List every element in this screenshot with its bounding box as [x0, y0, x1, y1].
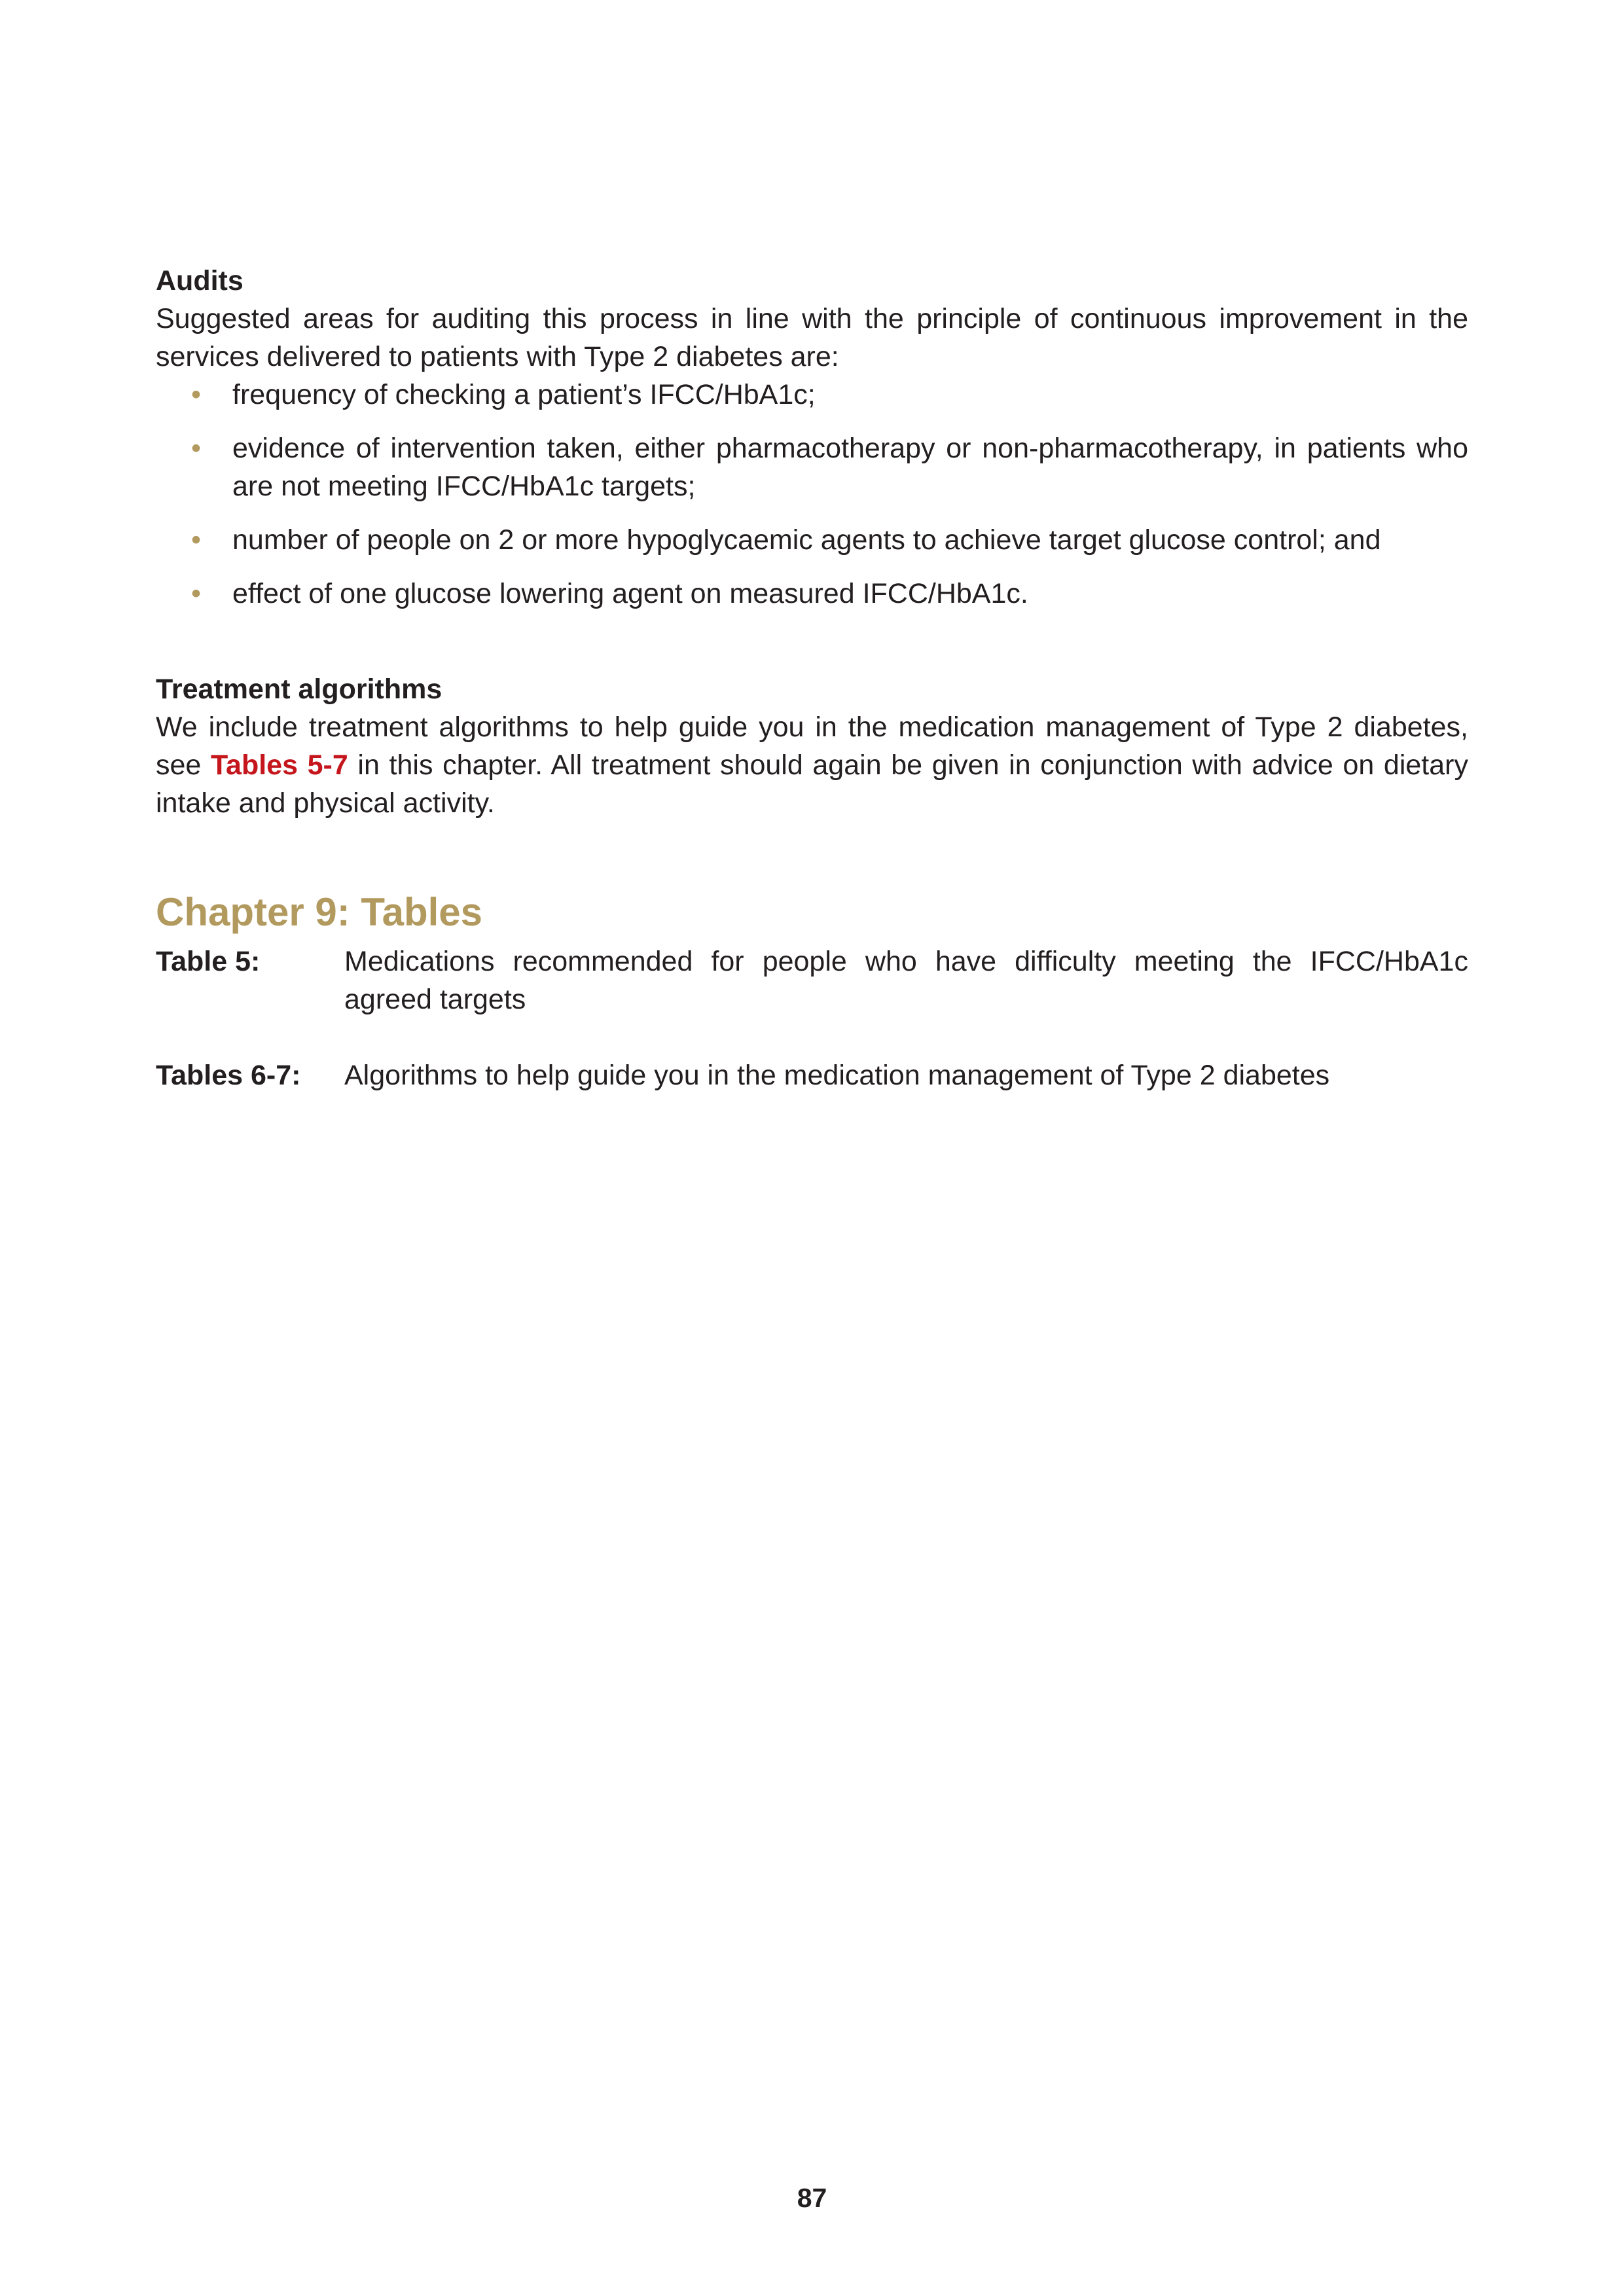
audits-section — [156, 262, 1468, 613]
list-item-text: evidence of intervention taken, either pharmacotherapy or non-pharmacotherapy, in patients who are not meeting IFCC/HbA1c targets; — [232, 433, 1468, 502]
list-item-text: frequency of checking a patient’s IFCC/HbA1c; — [232, 379, 816, 410]
treatment-paragraph — [156, 708, 1468, 822]
table-entry — [156, 1056, 1468, 1094]
list-item-text: effect of one glucose lowering agent on measured IFCC/HbA1c. — [232, 578, 1028, 609]
table-entry-label: Table 5: — [156, 946, 261, 977]
audits-list — [156, 376, 1468, 613]
table-entry-description: Algorithms to help guide you in the medication management of Type 2 diabetes — [344, 1060, 1330, 1091]
treatment-section — [156, 670, 1468, 822]
treatment-text-before: We include treatment algorithms to help guide you in the medication management of Type 2 diabetes, see — [156, 711, 1468, 781]
table-entry-label: Tables 6-7: — [156, 1060, 301, 1091]
audits-heading: Audits — [156, 265, 244, 296]
table-entry-description: Medications recommended for people who have difficulty meeting the IFCC/HbA1c agreed targets — [344, 946, 1468, 1015]
bullet-icon: • — [191, 379, 202, 410]
audits-intro: Suggested areas for auditing this process in line with the principle of continuous improvement in the services delivered to patients with Type 2 diabetes are: — [156, 303, 1468, 372]
list-item — [156, 575, 1468, 613]
list-item — [156, 429, 1468, 505]
list-item — [156, 376, 1468, 414]
chapter-heading: Chapter 9: Tables — [156, 890, 483, 934]
tables-reference-link[interactable]: Tables 5-7 — [210, 749, 348, 781]
bullet-icon: • — [191, 578, 202, 609]
treatment-text-after: in this chapter. All treatment should again be given in conjunction with advice on dietary intake and physical activity. — [156, 749, 1468, 819]
bullet-icon: • — [191, 524, 202, 556]
list-item-text: number of people on 2 or more hypoglycaemic agents to achieve target glucose control; and — [232, 524, 1381, 556]
treatment-heading: Treatment algorithms — [156, 673, 442, 705]
bullet-icon: • — [191, 433, 202, 464]
chapter-section — [156, 888, 1468, 1094]
page-number: 87 — [797, 2183, 827, 2213]
document-page — [156, 262, 1468, 1094]
list-item — [156, 521, 1468, 559]
table-entry — [156, 942, 1468, 1018]
